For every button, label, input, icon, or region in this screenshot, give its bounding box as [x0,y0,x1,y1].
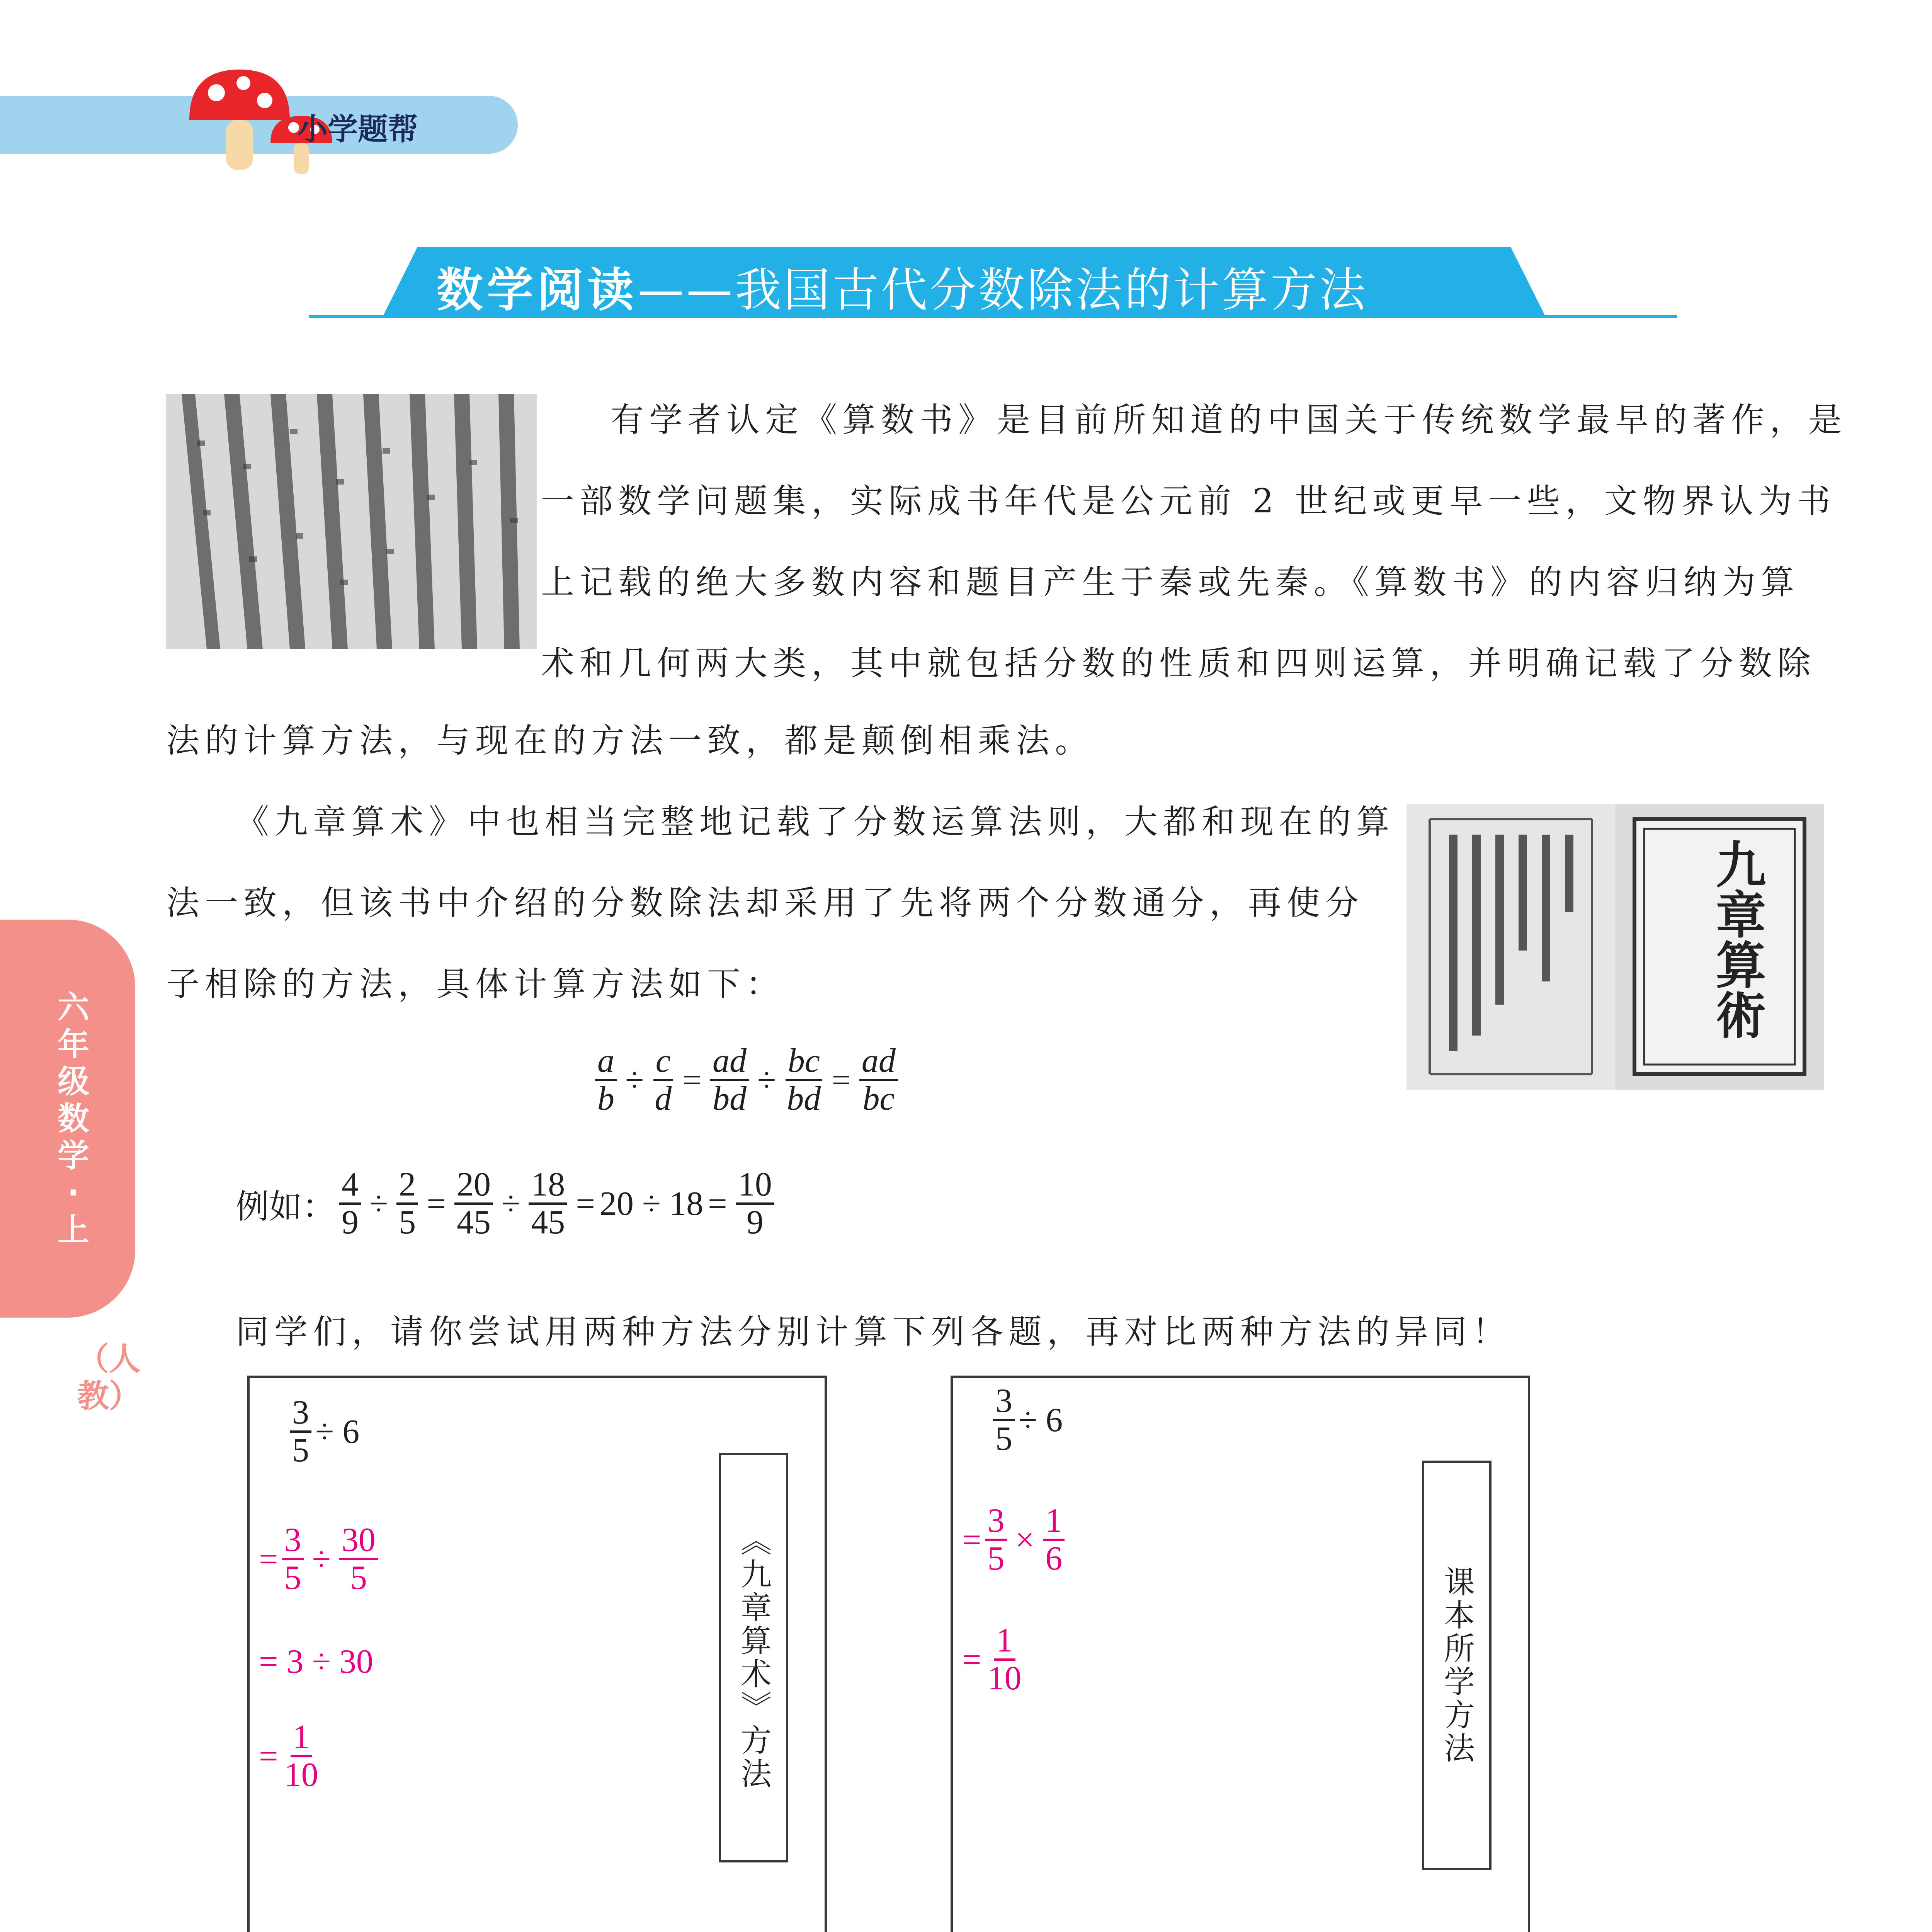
example-frac-3: $\frac{20}{45}$ [454,1167,493,1241]
title-sub: 我国古代分数除法的计算方法 [735,264,1368,317]
side-tab-edition: （人教） [77,1341,141,1415]
brand-name: 小学题帮 [298,112,418,147]
ex2-step-2: = $\frac{1}{10}$ [962,1622,1022,1697]
title-main: 数学阅读 [437,264,638,317]
page-title [437,253,1368,320]
example-frac-1: $\frac{4}{9}$ [339,1167,361,1241]
formula-fraction-ad-bc: $\frac{ad}{bc}$ [859,1043,898,1117]
intro-line-2: 一部数学问题集，实际成书年代是公元前 2 世纪或更早一些，文物界认为书 [541,482,1836,520]
jiuzhang-line-1: 《九章算术》中也相当完整地记载了分数运算法则，大都和现在的算 [236,803,1395,841]
formula-fraction-bc-bd: $\frac{bc}{bd}$ [784,1043,823,1117]
bamboo-slips-photo [166,394,537,649]
formula-fraction-ad-bd: $\frac{ad}{bd}$ [710,1043,749,1117]
ex1-question-rest: ÷ 6 [315,1413,360,1451]
example-frac-5: $\frac{10}{9}$ [736,1167,774,1241]
ex1-question: $\frac{3}{5}$ ÷ 6 [286,1395,359,1469]
jiuzhang-line-3: 子相除的方法，具体计算方法如下： [166,965,784,1003]
intro-line-5: 法的计算方法，与现在的方法一致，都是颠倒相乘法。 [166,721,1094,760]
ex1-step-2: = 3 ÷ 30 [259,1643,373,1680]
intro-line-3: 上记载的绝大多数内容和题目产生于秦或先秦。《算数书》的内容归纳为算 [541,563,1799,602]
jiuzhang-book-title: 九章算術 [1708,838,1767,1039]
example-line: 例如： $\frac{4}{9}$ ÷ $\frac{2}{5}$ = $\frac{20}{45}$ ÷ $\frac{18}{45}$ = 20 ÷ 18 = $\frac{10}{9}$ [236,1167,778,1241]
ex1-method-label: 《九章算术》方法 [719,1453,788,1862]
ex2-step-1: = $\frac{3}{5}$ × $\frac{1}{6}$ [962,1503,1068,1577]
ex2-question-rest: ÷ 6 [1019,1401,1063,1439]
intro-line-1: 有学者认定《算数书》是目前所知道的中国关于传统数学最早的著作，是 [611,401,1847,439]
general-formula: $\frac{a}{b}$ ÷ $\frac{c}{d}$ = $\frac{ad}{bd}$ ÷ $\frac{bc}{bd}$ = $\frac{ad}{bc}$ [591,1043,902,1117]
example-frac-4: $\frac{18}{45}$ [529,1167,567,1241]
example-label: 例如： [236,1187,335,1226]
instruction: 同学们，请你尝试用两种方法分别计算下列各题，再对比两种方法的异同！ [236,1313,1511,1351]
intro-line-4: 术和几何两大类，其中就包括分数的性质和四则运算，并明确记载了分数除 [541,644,1816,683]
jiuzhang-book-photo [1406,804,1824,1090]
ex1-step-1: = $\frac{3}{5}$ ÷ $\frac{30}{5}$ [259,1522,382,1596]
formula-fraction-c-d: $\frac{c}{d}$ [652,1043,674,1117]
example-mid: 20 ÷ 18 [599,1185,704,1223]
ex2-question: $\frac{3}{5}$ ÷ 6 [989,1383,1063,1457]
ex1-step-3: = $\frac{1}{10}$ [259,1718,318,1794]
bamboo-slips-image [166,394,537,649]
formula-fraction-a-b: $\frac{a}{b}$ [595,1043,617,1117]
jiuzhang-line-2: 法一致，但该书中介绍的分数除法却采用了先将两个分数通分，再使分 [166,884,1364,922]
example-frac-2: $\frac{2}{5}$ [396,1167,418,1241]
title-dash: —— [638,264,735,317]
ex2-method-label: 课本所学方法 [1422,1461,1492,1870]
side-tab-label: 六年级数学·上 [57,989,89,1248]
